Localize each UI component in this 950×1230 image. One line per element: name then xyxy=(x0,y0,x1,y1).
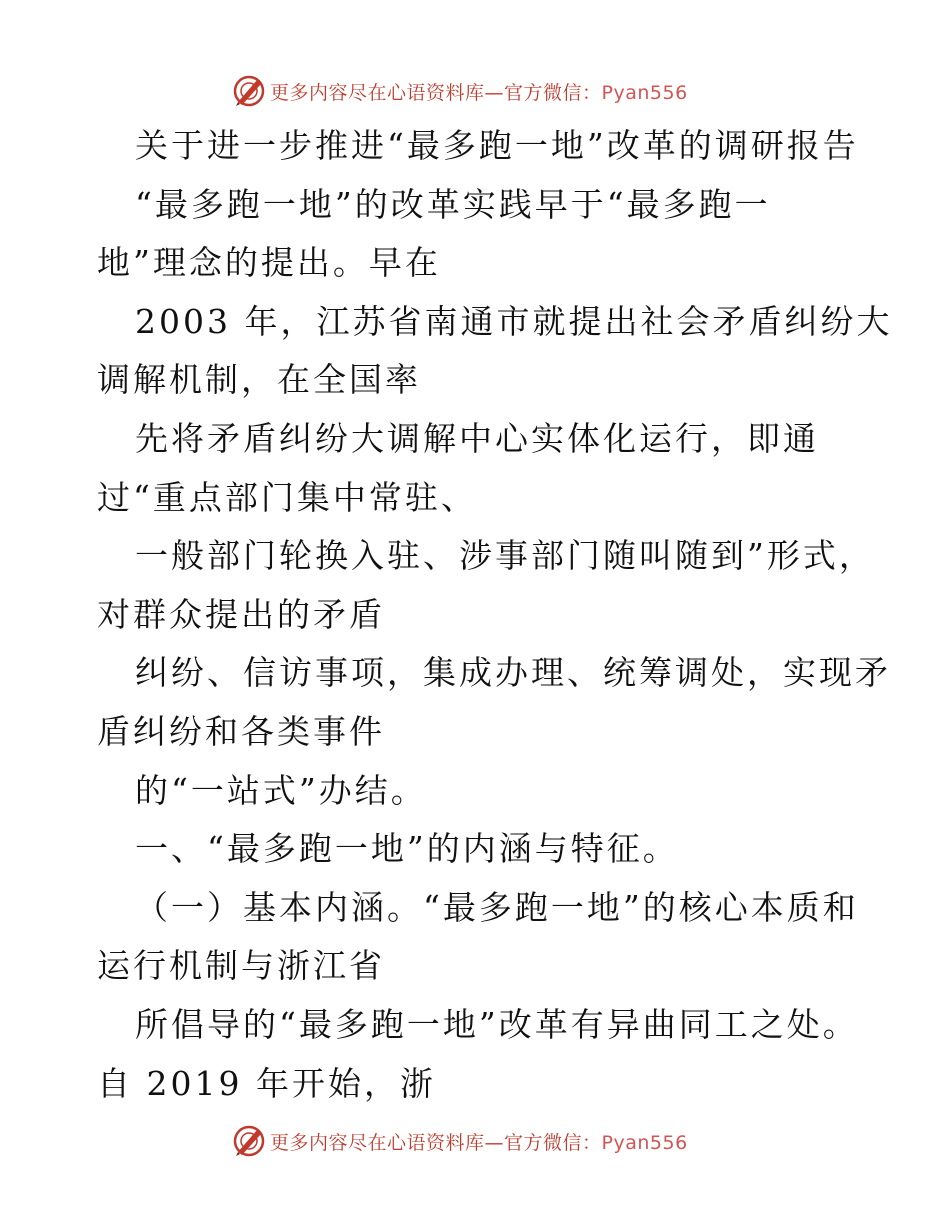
doc-line: 调解机制，在全国率 xyxy=(97,360,421,400)
doc-line: 过“重点部门集中常驻、 xyxy=(97,477,477,517)
doc-line: 的“一站式”办结。 xyxy=(135,770,427,810)
watermark-label: 更多内容尽在心语资料库—官方微信： xyxy=(270,1131,602,1154)
pen-logo-icon xyxy=(232,74,266,108)
header-watermark xyxy=(232,74,688,108)
doc-line: 地”理念的提出。早在 xyxy=(97,243,441,283)
watermark-label: 更多内容尽在心语资料库—官方微信： xyxy=(270,81,602,104)
doc-line: 2003 年，江苏省南通市就提出社会矛盾纠纷大 xyxy=(135,301,893,341)
doc-line: 运行机制与浙江省 xyxy=(97,946,385,986)
section-heading: 一、“最多跑一地”的内涵与特征。 xyxy=(135,829,679,869)
doc-line: 纠纷、信访事项，集成办理、统筹调处，实现矛 xyxy=(135,653,891,693)
doc-line: 所倡导的“最多跑一地”改革有异曲同工之处。 xyxy=(135,1004,859,1044)
doc-line: 一般部门轮换入驻、涉事部门随叫随到”形式， xyxy=(135,536,875,576)
pen-logo-icon xyxy=(232,1124,266,1158)
watermark-wechat-id: Pyan556 xyxy=(601,1131,688,1154)
watermark-text xyxy=(270,78,688,105)
doc-line: 先将矛盾纠纷大调解中心实体化运行，即通 xyxy=(135,418,819,458)
doc-line: 自 2019 年开始，浙 xyxy=(97,1063,436,1103)
watermark-wechat-id: Pyan556 xyxy=(601,81,688,104)
document-body xyxy=(97,117,893,1113)
doc-line: “最多跑一地”的改革实践早于“最多跑一 xyxy=(135,184,771,224)
doc-line: （一）基本内涵。“最多跑一地”的核心本质和 xyxy=(135,887,859,927)
doc-line: 关于进一步推进“最多跑一地”改革的调研报告 xyxy=(135,126,859,165)
footer-watermark xyxy=(232,1124,688,1158)
doc-line: 对群众提出的矛盾 xyxy=(97,594,385,634)
watermark-text xyxy=(270,1128,688,1155)
doc-line: 盾纠纷和各类事件 xyxy=(97,711,385,751)
